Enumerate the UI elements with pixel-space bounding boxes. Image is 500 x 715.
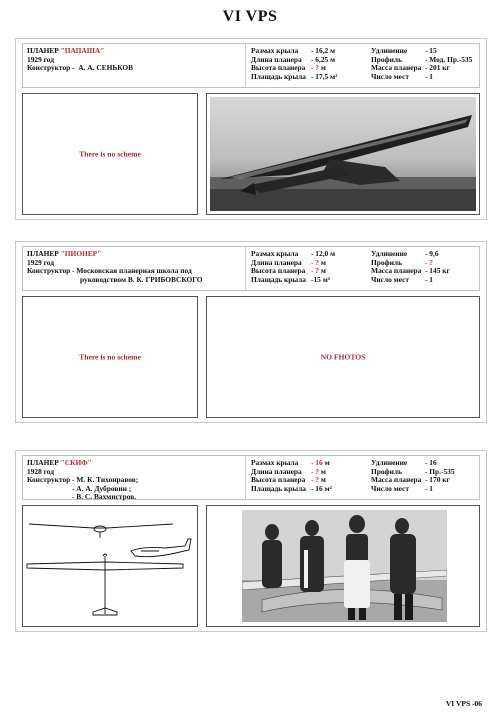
glider-info-box — [22, 455, 480, 500]
spec-label-aspect: Удлинение — [371, 249, 408, 258]
spec-unit: м — [330, 54, 336, 64]
spec-value-length: - ? — [311, 466, 320, 476]
spec-value-profile: - Пр.-535 — [425, 466, 455, 476]
glider-card-skif — [15, 450, 487, 632]
info-divider — [245, 44, 246, 87]
glider-name: "СКИФ" — [60, 458, 92, 467]
spec-label-length: Длина планера — [251, 466, 302, 476]
spec-value-mass: - 201 — [425, 63, 441, 73]
glider-card-pioneer — [15, 241, 487, 423]
spec-value-mass: - 170 — [425, 475, 441, 485]
spec-unit: м² — [324, 483, 332, 493]
photo-panel — [206, 505, 480, 627]
spec-unit: м² — [322, 274, 330, 284]
side-view — [131, 539, 191, 557]
spec-label-aspect: Удлинение — [371, 46, 408, 55]
spec-value-seats: - 1 — [425, 71, 434, 81]
spec-label-seats: Число мест — [371, 274, 409, 284]
spec-label-height: Высота планера — [251, 63, 306, 73]
designer-name: М. К. Тихонравов; — [76, 475, 139, 485]
glider-three-view-drawing — [23, 506, 197, 626]
spec-unit: кг — [442, 63, 450, 73]
spec-label-mass: Масса планера — [371, 63, 422, 73]
glider-year: 1929 год — [27, 257, 55, 267]
glider-year: 1929 год — [27, 54, 55, 64]
scheme-panel — [22, 505, 198, 627]
glider-info-box — [22, 246, 480, 291]
specs-table — [251, 459, 475, 493]
spec-label-mass: Масса планера — [371, 266, 422, 276]
glider-prefix: ПЛАНЕР — [27, 46, 59, 55]
spec-label-wingspan: Размах крыла — [251, 46, 299, 55]
designer-label: Конструктор - — [27, 475, 75, 485]
specs-table — [251, 47, 475, 81]
spec-value-aspect: - 16 — [425, 458, 437, 467]
spec-unit: м — [320, 266, 326, 276]
spec-unit: кг — [442, 475, 450, 485]
spec-label-profile: Профиль — [371, 257, 402, 267]
info-divider — [245, 247, 246, 290]
photo-panel — [206, 296, 480, 418]
designer-name: А. А. СЕНЬКОВ — [78, 63, 134, 73]
spec-label-seats: Число мест — [371, 71, 409, 81]
spec-value-wing-area: - 16 — [311, 483, 323, 493]
designer-name-line2: - А. А. Дубровин ; — [72, 483, 132, 493]
glider-prefix: ПЛАНЕР — [27, 458, 59, 467]
glider-crew-photo — [242, 510, 447, 622]
spec-label-seats: Число мест — [371, 483, 409, 493]
spec-value-wing-area: - 17,5 — [311, 71, 329, 81]
spec-unit: м — [330, 249, 336, 258]
glider-name: "ПИОНЕР" — [60, 249, 102, 258]
spec-label-wing-area: Плащадь крыла — [251, 71, 307, 81]
spec-value-seats: - 1 — [425, 483, 434, 493]
spec-label-height: Высота планера — [251, 266, 306, 276]
spec-value-wingspan: - 16 — [311, 458, 323, 467]
scheme-panel — [22, 296, 198, 418]
spec-value-aspect: - 9,6 — [425, 249, 439, 258]
spec-label-wingspan: Размах крыла — [251, 249, 299, 258]
spec-unit: м — [320, 63, 326, 73]
spec-value-height: - ? — [311, 475, 320, 485]
spec-label-length: Длина планера — [251, 257, 302, 267]
spec-label-length: Длина планера — [251, 54, 302, 64]
spec-value-aspect: - 15 — [425, 46, 437, 55]
spec-label-wing-area: Плащадь крыла — [251, 274, 307, 284]
glider-year: 1928 год — [27, 466, 55, 476]
spec-value-seats: - 1 — [425, 274, 434, 284]
spec-label-wingspan: Размах крыла — [251, 458, 299, 467]
spec-unit: м — [320, 475, 326, 485]
spec-value-profile: - Мод. Пр.-535 — [425, 54, 473, 64]
spec-unit: м — [320, 257, 326, 267]
spec-label-aspect: Удлинение — [371, 458, 408, 467]
spec-unit: м² — [330, 71, 338, 81]
spec-value-height: - ? — [311, 266, 320, 276]
spec-value-wing-area: -15 — [311, 274, 321, 284]
glider-prefix: ПЛАНЕР — [27, 249, 59, 258]
spec-unit: кг — [442, 266, 450, 276]
designer-name: Московская планерная школа под — [76, 266, 192, 276]
specs-table — [251, 250, 475, 284]
spec-value-profile: - ? — [425, 257, 434, 267]
scheme-panel — [22, 93, 198, 215]
spec-value-length: - 6,25 — [311, 54, 329, 64]
no-photos-text: NO FHOTOS — [320, 352, 366, 362]
spec-label-profile: Профиль — [371, 466, 402, 476]
spec-unit: м — [320, 466, 326, 476]
spec-label-height: Высота планера — [251, 475, 306, 485]
designer-name-line2: руководством В. К. ГРИБОВСКОГО — [80, 274, 203, 284]
page-title: VI VPS — [222, 8, 278, 25]
page-footer: VI VPS -06 — [445, 699, 482, 708]
spec-value-wingspan: - 16,2 — [311, 46, 329, 55]
glider-name: "ПАПАША" — [60, 46, 105, 55]
spec-label-mass: Масса планера — [371, 475, 422, 485]
glider-card-papasha — [15, 38, 487, 220]
no-scheme-text: There is no scheme — [79, 352, 141, 362]
glider-info-box — [22, 43, 480, 88]
info-divider — [245, 456, 246, 499]
spec-value-mass: - 145 — [425, 266, 441, 276]
spec-value-height: - ? — [311, 63, 320, 73]
spec-label-wing-area: Плащадь крыла — [251, 483, 307, 493]
spec-value-length: - ? — [311, 257, 320, 267]
spec-unit: м — [330, 46, 336, 55]
designer-label: Конструктор - — [27, 63, 75, 73]
spec-value-wingspan: - 12,0 — [311, 249, 329, 258]
spec-label-profile: Профиль — [371, 54, 402, 64]
designer-label: Конструктор - — [27, 266, 75, 276]
glider-photo — [210, 97, 476, 211]
no-scheme-text: There is no scheme — [79, 149, 141, 159]
photo-panel — [206, 93, 480, 215]
designer-name-line3: - В. С. Вахмистров. — [72, 492, 137, 502]
spec-unit: м — [324, 458, 330, 467]
